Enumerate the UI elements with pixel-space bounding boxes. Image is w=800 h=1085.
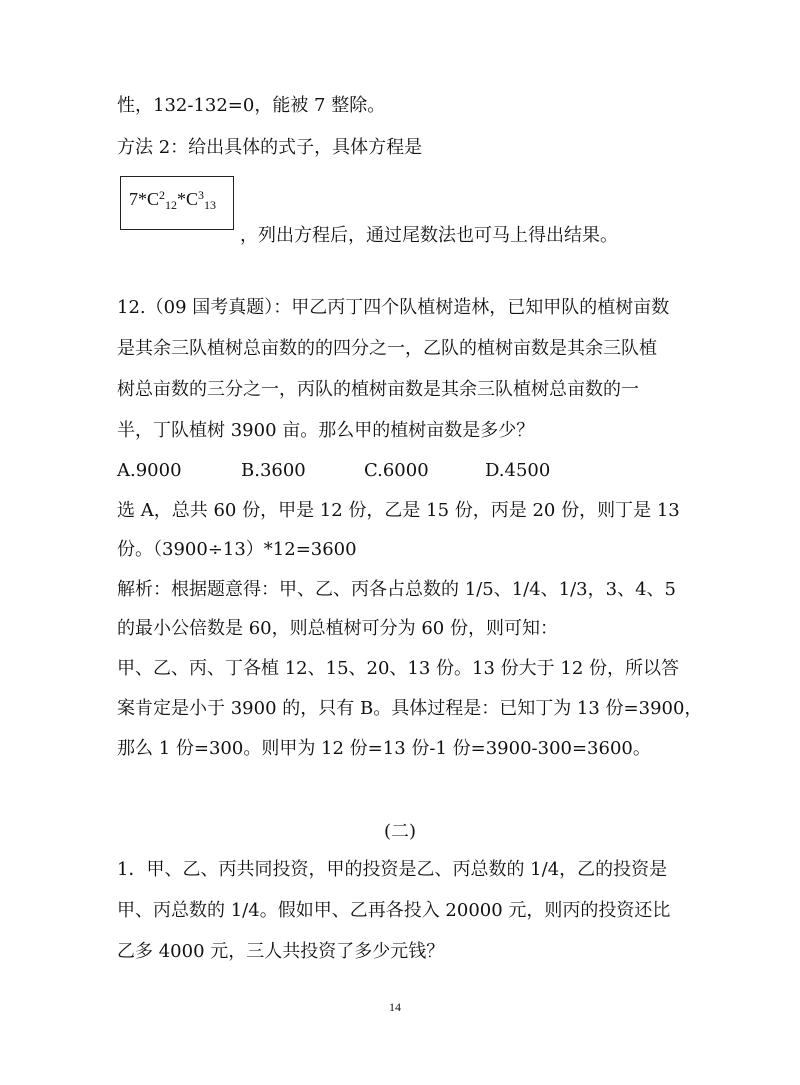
section-heading: (二): [383, 821, 417, 842]
text-line: 性，132-132=0，能被 7 整除。: [117, 95, 386, 116]
answer-line: 份。（3900÷13）*12=3600: [117, 539, 357, 560]
formula-superscript: 2: [159, 188, 166, 202]
question-12-line: 12.（09 国考真题）：甲乙丙丁四个队植树造林，已知甲队的植树亩数: [117, 297, 670, 318]
question-1-line: 1．甲、乙、丙共同投资，甲的投资是乙、丙总数的 1/4，乙的投资是: [117, 859, 668, 880]
answer-options: [117, 459, 617, 483]
formula: [129, 187, 216, 211]
page-number: 14: [389, 1000, 401, 1014]
answer-line: 选 A，总共 60 份，甲是 12 份，乙是 15 份，丙是 20 份，则丁是 13: [117, 500, 680, 521]
question-1-line: 乙多 4000 元，三人共投资了多少元钱？: [117, 941, 445, 962]
formula-subscript: 13: [204, 198, 217, 212]
question-12-line: 树总亩数的三分之一，丙队的植树亩数是其余三队植树总亩数的一: [117, 379, 639, 400]
formula-box: [120, 176, 234, 230]
question-1-line: 甲、丙总数的 1/4。假如甲、乙再各投入 20000 元，则丙的投资还比: [117, 900, 671, 921]
option-b: B.3600: [241, 460, 306, 481]
explanation-line: 甲、乙、丙、丁各植 12、15、20、13 份。13 份大于 12 份，所以答: [117, 658, 680, 679]
option-d: D.4500: [485, 460, 551, 481]
formula-part: 7*C: [129, 189, 160, 209]
formula-part: *C: [177, 189, 199, 209]
option-a: A.9000: [117, 460, 182, 481]
explanation-line: 解析：根据题意得：甲、乙、丙各占总数的 1/5、1/4、1/3，3、4、5: [117, 579, 676, 600]
question-12-line: 半，丁队植树 3900 亩。那么甲的植树亩数是多少？: [117, 420, 535, 441]
formula-superscript: 3: [198, 188, 205, 202]
text-line: 方法 2：给出具体的式子，具体方程是: [117, 137, 423, 158]
explanation-line: 案肯定是小于 3900 的，只有 B。具体过程是：已知丁为 13 份=3900，: [117, 698, 703, 719]
option-c: C.6000: [364, 460, 429, 481]
question-12-line: 是其余三队植树总亩数的的四分之一，乙队的植树亩数是其余三队植: [117, 338, 657, 359]
formula-subscript: 12: [165, 198, 178, 212]
text-line: ，列出方程后，通过尾数法也可马上得出结果。: [240, 225, 618, 246]
explanation-line: 那么 1 份=300。则甲为 12 份=13 份-1 份=3900-300=3600。: [117, 738, 651, 759]
explanation-line: 的最小公倍数是 60，则总植树可分为 60 份，则可知：: [117, 618, 558, 639]
